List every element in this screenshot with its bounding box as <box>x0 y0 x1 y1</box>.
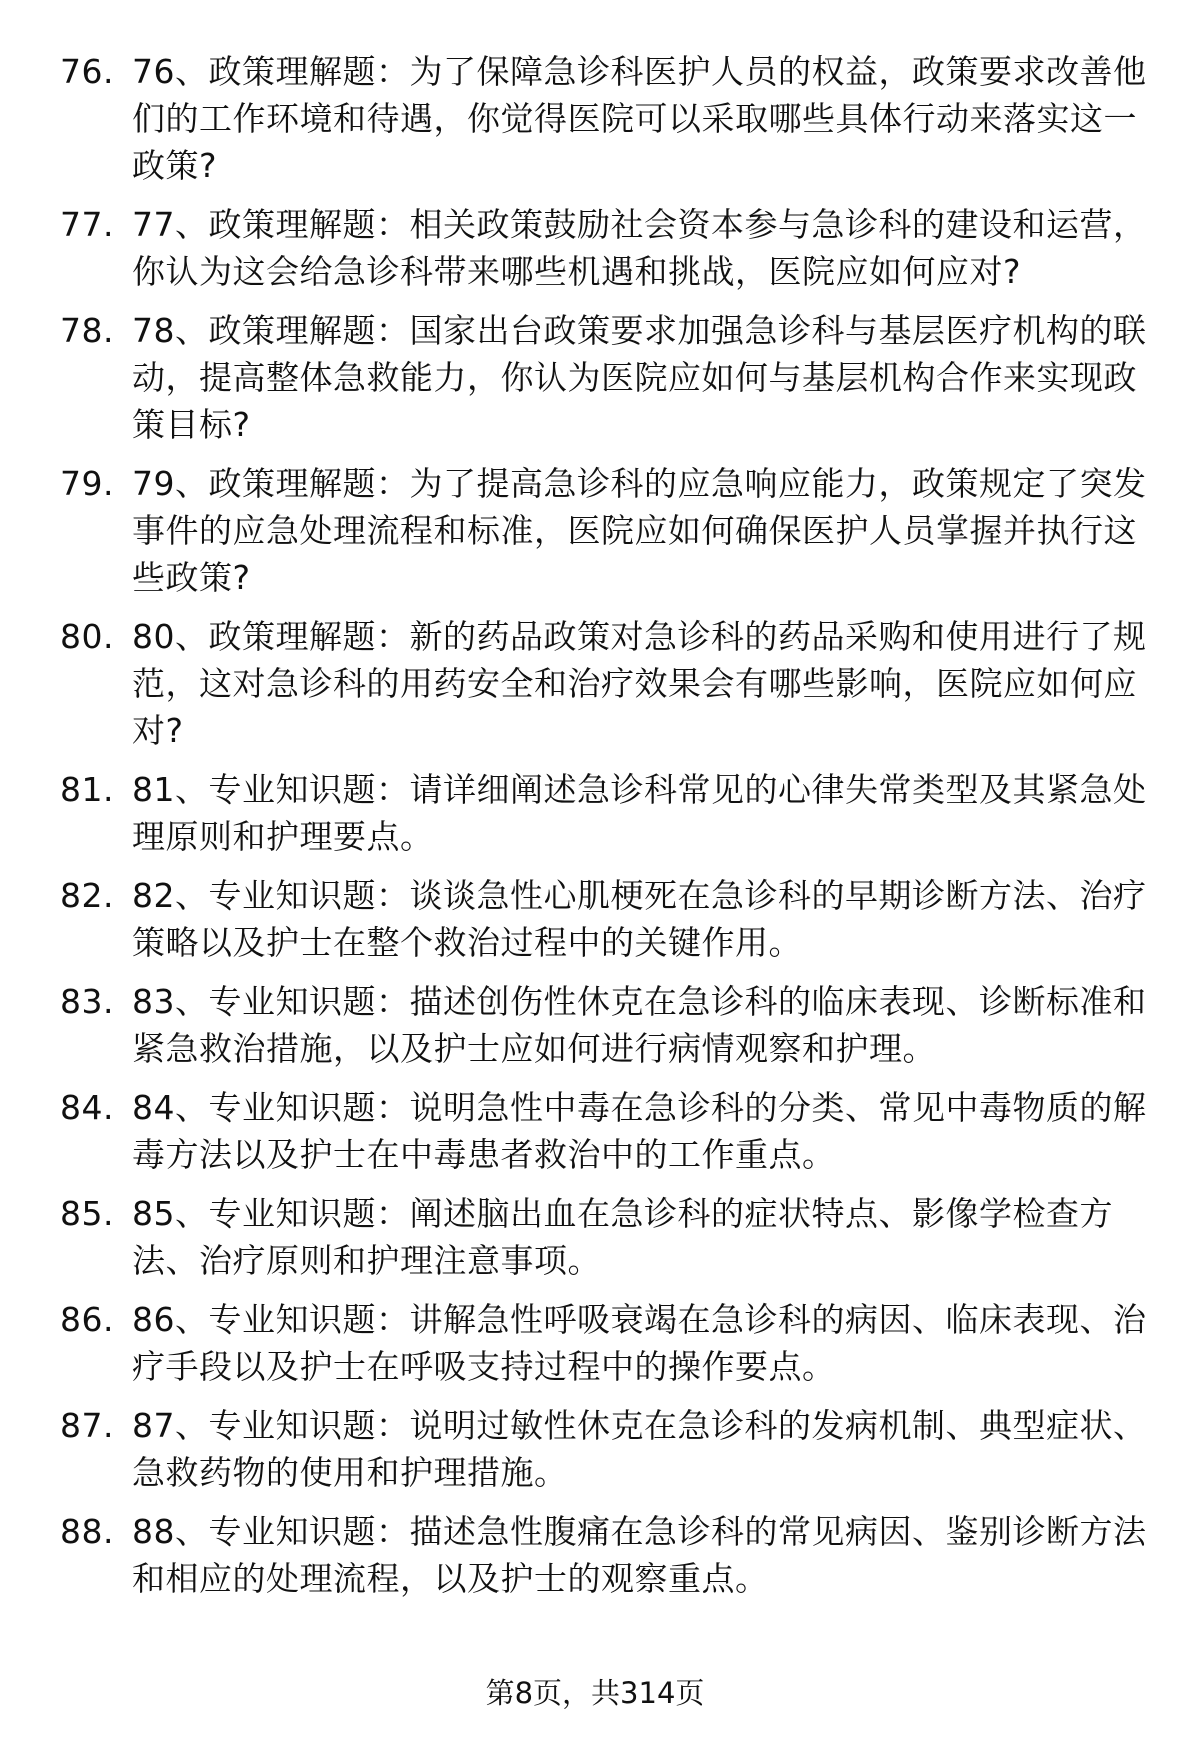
item-number: 80. <box>60 617 114 656</box>
list-item <box>60 1296 1160 1390</box>
list-item <box>60 1190 1160 1284</box>
item-number: 87. <box>60 1406 114 1445</box>
item-text: 88、专业知识题：描述急性腹痛在急诊科的常见病因、鉴别诊断方法和相应的处理流程，以及护士的观察重点。 <box>132 1512 1147 1598</box>
item-text: 87、专业知识题：说明过敏性休克在急诊科的发病机制、典型症状、急救药物的使用和护理措施。 <box>132 1406 1147 1492</box>
list-item <box>60 1402 1160 1496</box>
list-item <box>60 978 1160 1072</box>
list-item <box>60 1508 1160 1602</box>
list-item <box>60 201 1160 295</box>
item-number: 83. <box>60 982 114 1021</box>
list-item <box>60 613 1160 754</box>
item-number: 86. <box>60 1300 114 1339</box>
question-list <box>60 48 1160 1614</box>
item-number: 76. <box>60 52 114 91</box>
list-item <box>60 48 1160 189</box>
item-number: 77. <box>60 205 114 244</box>
item-number: 81. <box>60 770 114 809</box>
item-number: 82. <box>60 876 114 915</box>
item-text: 85、专业知识题：阐述脑出血在急诊科的症状特点、影像学检查方法、治疗原则和护理注意事项。 <box>132 1194 1113 1280</box>
item-text: 83、专业知识题：描述创伤性休克在急诊科的临床表现、诊断标准和紧急救治措施，以及护士应如何进行病情观察和护理。 <box>132 982 1147 1068</box>
item-text: 81、专业知识题：请详细阐述急诊科常见的心律失常类型及其紧急处理原则和护理要点。 <box>132 770 1147 856</box>
item-number: 78. <box>60 311 114 350</box>
list-item <box>60 872 1160 966</box>
list-item <box>60 1084 1160 1178</box>
item-text: 76、政策理解题：为了保障急诊科医护人员的权益，政策要求改善他们的工作环境和待遇，你觉得医院可以采取哪些具体行动来落实这一政策? <box>132 52 1147 185</box>
item-number: 79. <box>60 464 114 503</box>
item-text: 86、专业知识题：讲解急性呼吸衰竭在急诊科的病因、临床表现、治疗手段以及护士在呼吸支持过程中的操作要点。 <box>132 1300 1147 1386</box>
list-item <box>60 766 1160 860</box>
item-text: 80、政策理解题：新的药品政策对急诊科的药品采购和使用进行了规范，这对急诊科的用药安全和治疗效果会有哪些影响，医院应如何应对? <box>132 617 1147 750</box>
item-number: 88. <box>60 1512 114 1551</box>
item-text: 79、政策理解题：为了提高急诊科的应急响应能力，政策规定了突发事件的应急处理流程和标准，医院应如何确保医护人员掌握并执行这些政策? <box>132 464 1147 597</box>
item-text: 84、专业知识题：说明急性中毒在急诊科的分类、常见中毒物质的解毒方法以及护士在中毒患者救治中的工作重点。 <box>132 1088 1147 1174</box>
list-item <box>60 460 1160 601</box>
page-number-footer: 第8页，共314页 <box>485 1676 705 1710</box>
item-number: 84. <box>60 1088 114 1127</box>
list-item <box>60 307 1160 448</box>
item-text: 78、政策理解题：国家出台政策要求加强急诊科与基层医疗机构的联动，提高整体急救能力，你认为医院应如何与基层机构合作来实现政策目标? <box>132 311 1147 444</box>
item-text: 82、专业知识题：谈谈急性心肌梗死在急诊科的早期诊断方法、治疗策略以及护士在整个救治过程中的关键作用。 <box>132 876 1147 962</box>
item-text: 77、政策理解题：相关政策鼓励社会资本参与急诊科的建设和运营，你认为这会给急诊科带来哪些机遇和挑战，医院应如何应对? <box>132 205 1147 291</box>
item-number: 85. <box>60 1194 114 1233</box>
